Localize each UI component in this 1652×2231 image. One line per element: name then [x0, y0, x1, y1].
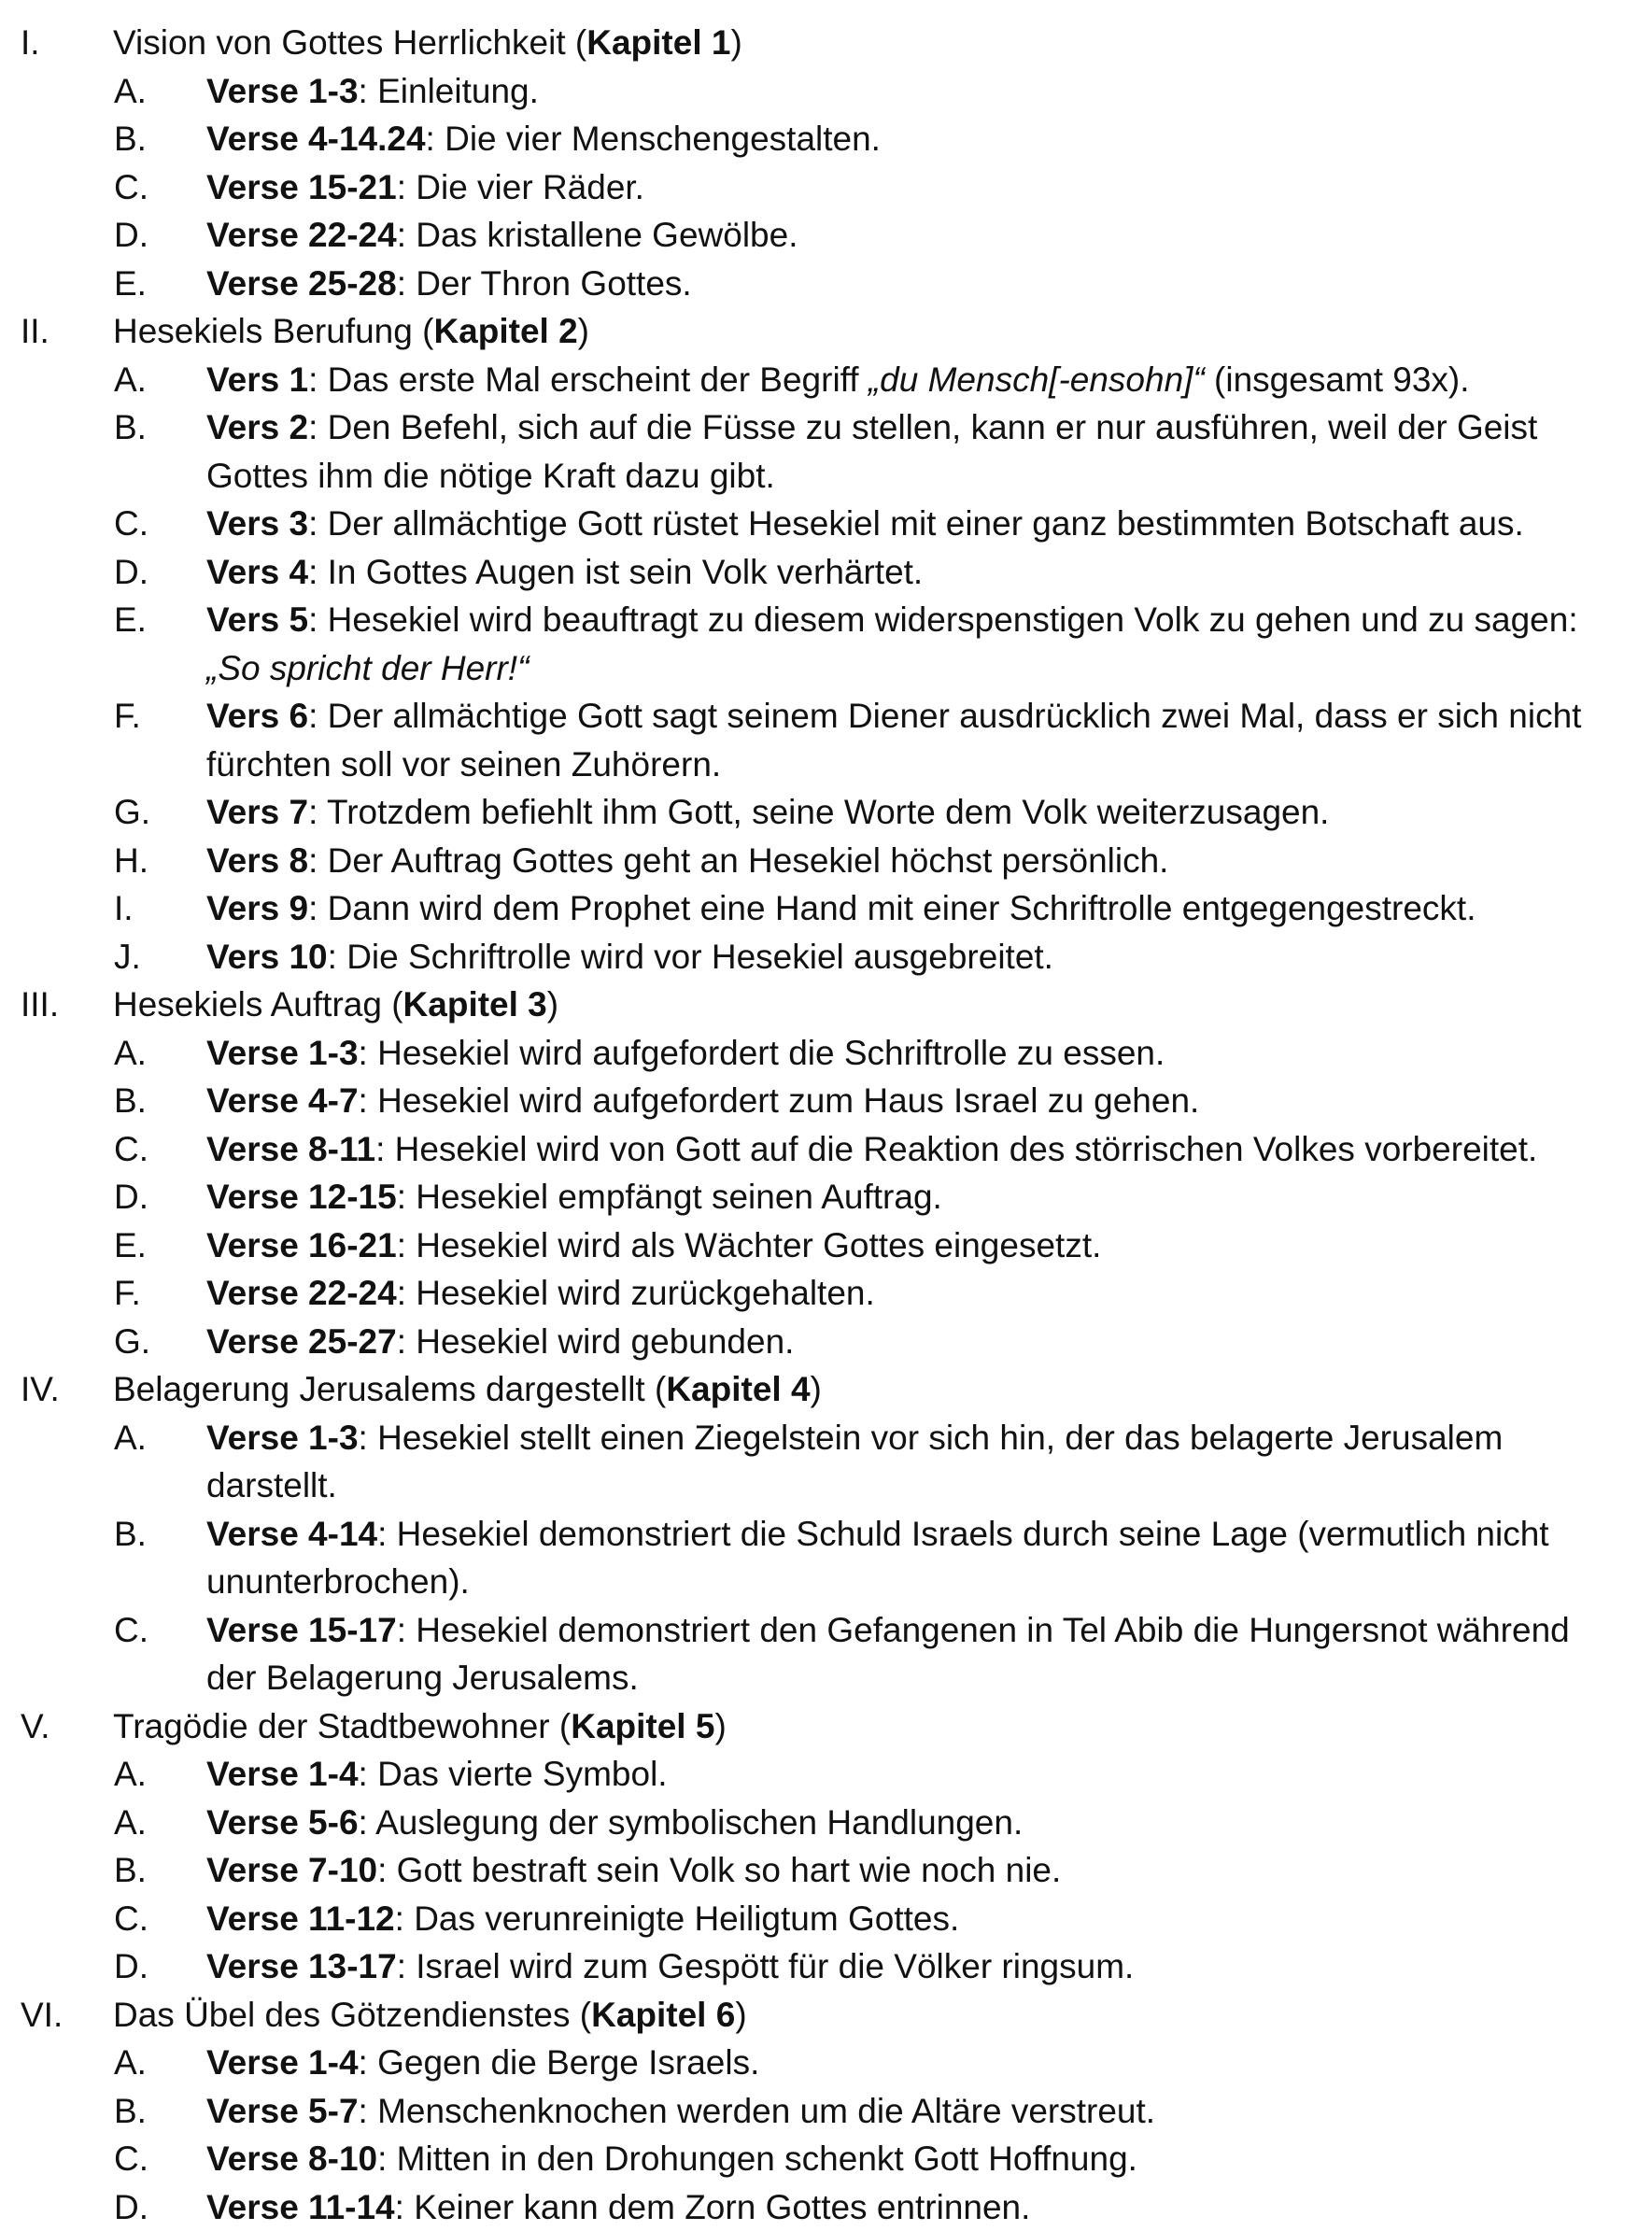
section-numeral: VI.	[21, 1991, 63, 2040]
outline-item	[0, 1799, 1652, 1847]
outline-item	[0, 211, 1652, 260]
outline-item	[0, 260, 1652, 308]
section-numeral: II.	[21, 307, 49, 356]
item-text: Hesekiel wird aufgefordert die Schriftrolle zu essen.	[377, 1034, 1165, 1072]
item-body: Verse 25-28: Der Thron Gottes.	[206, 260, 1626, 308]
verse-reference: Verse 4-14	[206, 1515, 377, 1553]
outline-document	[0, 19, 1652, 2231]
verse-reference: Vers 7	[206, 793, 308, 831]
item-letter: A.	[114, 1414, 147, 1462]
outline-item	[0, 115, 1652, 163]
item-body: Vers 1: Das erste Mal erscheint der Begriff „du Mensch[-ensohn]“ (insgesamt 93x).	[206, 356, 1626, 404]
outline-item	[0, 2183, 1652, 2231]
item-text: Hesekiel wird von Gott auf die Reaktion des störrischen Volkes vorbereitet.	[395, 1130, 1538, 1168]
outline-item	[0, 1895, 1652, 1943]
item-quote: „du Mensch[-ensohn]“	[868, 360, 1205, 399]
section-heading	[0, 1991, 1652, 2040]
verse-reference: Verse 11-14	[206, 2188, 395, 2226]
outline-item	[0, 1750, 1652, 1799]
section-numeral: IV.	[21, 1365, 60, 1414]
item-body: Verse 1-3: Hesekiel wird aufgefordert die Schriftrolle zu essen.	[206, 1029, 1626, 1078]
verse-reference: Vers 4	[206, 553, 308, 591]
section-chapter: Kapitel 4	[666, 1370, 810, 1408]
section-chapter: Kapitel 1	[586, 23, 730, 62]
item-text: Hesekiel stellt einen Ziegelstein vor sich hin, der das belagerte Jerusalem	[377, 1419, 1503, 1457]
item-body: Vers 8: Der Auftrag Gottes geht an Hesekiel höchst persönlich.	[206, 837, 1626, 885]
item-text: Hesekiel empfängt seinen Auftrag.	[416, 1178, 942, 1216]
item-letter: G.	[114, 1318, 150, 1366]
item-letter: A.	[114, 67, 147, 116]
item-body: Verse 12-15: Hesekiel empfängt seinen Auftrag.	[206, 1173, 1626, 1221]
item-text: Hesekiel demonstriert den Gefangenen in Tel Abib die Hungersnot während	[416, 1611, 1570, 1649]
item-letter: B.	[114, 2087, 147, 2136]
section-heading	[0, 19, 1652, 67]
item-body: Verse 22-24: Hesekiel wird zurückgehalten.	[206, 1269, 1626, 1318]
item-body: Verse 8-10: Mitten in den Drohungen schenkt Gott Hoffnung.	[206, 2135, 1626, 2183]
item-letter: C.	[114, 1895, 148, 1943]
item-text: Trotzdem befiehlt ihm Gott, seine Worte dem Volk weiterzusagen.	[327, 793, 1330, 831]
item-text: Die vier Menschengestalten.	[445, 120, 881, 158]
outline-item	[0, 2087, 1652, 2136]
item-letter: E.	[114, 260, 147, 308]
item-text: Dann wird dem Prophet eine Hand mit einer Schriftrolle entgegengestreckt.	[328, 889, 1476, 927]
item-text: Auslegung der symbolischen Handlungen.	[375, 1803, 1023, 1842]
item-body: Verse 5-6: Auslegung der symbolischen Handlungen.	[206, 1799, 1626, 1847]
item-text: In Gottes Augen ist sein Volk verhärtet.	[328, 553, 924, 591]
item-letter: B.	[114, 1846, 147, 1895]
item-text: Das vierte Symbol.	[377, 1755, 668, 1793]
item-body: Vers 10: Die Schriftrolle wird vor Hesekiel ausgebreitet.	[206, 933, 1626, 981]
item-text: Der allmächtige Gott sagt seinem Diener ausdrücklich zwei Mal, dass er sich nicht	[328, 697, 1582, 735]
verse-reference: Vers 3	[206, 504, 308, 543]
outline-item	[0, 1606, 1652, 1702]
item-body: Verse 5-7: Menschenknochen werden um die Altäre verstreut.	[206, 2087, 1626, 2136]
item-letter: A.	[114, 356, 147, 404]
outline-item	[0, 1318, 1652, 1366]
item-letter: C.	[114, 1606, 148, 1655]
outline-item	[0, 500, 1652, 548]
item-letter: D.	[114, 1173, 148, 1221]
item-letter: D.	[114, 211, 148, 260]
item-text: Hesekiel wird beauftragt zu diesem widerspenstigen Volk zu gehen und zu sagen:	[328, 600, 1578, 639]
item-text: Der allmächtige Gott rüstet Hesekiel mit einer ganz bestimmten Botschaft aus.	[328, 504, 1524, 543]
item-letter: J.	[114, 933, 141, 981]
verse-reference: Vers 9	[206, 889, 308, 927]
item-body: Verse 22-24: Das kristallene Gewölbe.	[206, 211, 1626, 260]
section-numeral: I.	[21, 19, 40, 67]
section-numeral: III.	[21, 981, 59, 1029]
outline-item	[0, 548, 1652, 597]
item-body: Vers 7: Trotzdem befiehlt ihm Gott, seine Worte dem Volk weiterzusagen.	[206, 788, 1626, 837]
verse-reference: Verse 22-24	[206, 1274, 397, 1312]
outline-item	[0, 596, 1652, 692]
item-letter: E.	[114, 596, 147, 644]
section-title: Belagerung Jerusalems dargestellt (Kapitel 4)	[113, 1365, 822, 1414]
item-letter: C.	[114, 1125, 148, 1174]
item-text: Gott bestraft sein Volk so hart wie noch nie.	[397, 1851, 1062, 1889]
item-body: Verse 4-14.24: Die vier Menschengestalten.	[206, 115, 1626, 163]
outline-item	[0, 1414, 1652, 1510]
verse-reference: Verse 13-17	[206, 1947, 397, 1985]
item-text: Die Schriftrolle wird vor Hesekiel ausgebreitet.	[346, 938, 1053, 976]
item-text: Hesekiel demonstriert die Schuld Israels durch seine Lage (vermutlich nicht	[397, 1515, 1549, 1553]
verse-reference: Verse 5-6	[206, 1803, 359, 1842]
section-title: Tragödie der Stadtbewohner (Kapitel 5)	[113, 1702, 727, 1751]
outline-item	[0, 403, 1652, 500]
section-title-text: Das Übel des Götzendienstes	[113, 1996, 571, 2034]
item-text: Das erste Mal erscheint der Begriff	[328, 360, 868, 399]
item-letter: H.	[114, 837, 148, 885]
outline-item	[0, 884, 1652, 933]
item-body: Verse 16-21: Hesekiel wird als Wächter Gottes eingesetzt.	[206, 1221, 1626, 1270]
item-body: Verse 1-4: Gegen die Berge Israels.	[206, 2039, 1626, 2087]
item-text: Mitten in den Drohungen schenkt Gott Hoffnung.	[397, 2139, 1137, 2178]
item-text: (insgesamt 93x).	[1205, 360, 1470, 399]
section-chapter: Kapitel 2	[433, 312, 577, 350]
item-text: Menschenknochen werden um die Altäre verstreut.	[377, 2092, 1155, 2130]
item-body: Vers 3: Der allmächtige Gott rüstet Hesekiel mit einer ganz bestimmten Botschaft aus.	[206, 500, 1626, 548]
section-title-text: Tragödie der Stadtbewohner	[113, 1707, 550, 1745]
item-text: Keiner kann dem Zorn Gottes entrinnen.	[414, 2188, 1030, 2226]
outline-item	[0, 788, 1652, 837]
section-title-text: Vision von Gottes Herrlichkeit	[113, 23, 566, 62]
item-text: Hesekiel wird als Wächter Gottes eingesetzt.	[416, 1226, 1101, 1264]
section-chapter: Kapitel 5	[571, 1707, 714, 1745]
item-letter: E.	[114, 1221, 147, 1270]
item-body: Vers 5: Hesekiel wird beauftragt zu diesem widerspenstigen Volk zu gehen und zu sagen: „So spricht der Herr!“	[206, 596, 1626, 692]
verse-reference: Verse 11-12	[206, 1899, 395, 1938]
item-letter: B.	[114, 403, 147, 452]
item-letter: B.	[114, 1077, 147, 1125]
outline-item	[0, 1942, 1652, 1991]
item-text: Hesekiel wird zurückgehalten.	[416, 1274, 875, 1312]
verse-reference: Verse 4-7	[206, 1081, 359, 1120]
section-numeral: V.	[21, 1702, 50, 1751]
section-title-text: Hesekiels Auftrag	[113, 985, 382, 1024]
outline-item	[0, 1510, 1652, 1606]
item-text: Der Thron Gottes.	[416, 264, 691, 303]
outline-item	[0, 356, 1652, 404]
outline-item	[0, 67, 1652, 116]
item-letter: D.	[114, 548, 148, 597]
item-text: fürchten soll vor seinen Zuhörern.	[206, 745, 721, 784]
section-title: Hesekiels Berufung (Kapitel 2)	[113, 307, 589, 356]
verse-reference: Verse 8-11	[206, 1130, 375, 1168]
item-body: Verse 8-11: Hesekiel wird von Gott auf die Reaktion des störrischen Volkes vorbereitet.	[206, 1125, 1626, 1174]
item-text: ununterbrochen).	[206, 1562, 470, 1601]
item-letter: F.	[114, 1269, 141, 1318]
item-letter: D.	[114, 2183, 148, 2231]
item-letter: D.	[114, 1942, 148, 1991]
item-text: Hesekiel wird aufgefordert zum Haus Israel zu gehen.	[377, 1081, 1199, 1120]
section-heading	[0, 981, 1652, 1029]
item-body: Vers 4: In Gottes Augen ist sein Volk verhärtet.	[206, 548, 1626, 597]
item-body: Vers 9: Dann wird dem Prophet eine Hand mit einer Schriftrolle entgegengestreckt.	[206, 884, 1626, 933]
item-text: Israel wird zum Gespött für die Völker ringsum.	[416, 1947, 1134, 1985]
outline-item	[0, 692, 1652, 788]
item-body: Verse 1-4: Das vierte Symbol.	[206, 1750, 1626, 1799]
section-title: Hesekiels Auftrag (Kapitel 3)	[113, 981, 558, 1029]
verse-reference: Verse 1-3	[206, 72, 359, 110]
item-letter: A.	[114, 2039, 147, 2087]
verse-reference: Verse 1-3	[206, 1034, 359, 1072]
item-letter: F.	[114, 692, 141, 741]
item-text: darstellt.	[206, 1466, 337, 1504]
verse-reference: Verse 1-4	[206, 2043, 359, 2082]
section-title: Das Übel des Götzendienstes (Kapitel 6)	[113, 1991, 747, 2040]
verse-reference: Verse 4-14.24	[206, 120, 426, 158]
item-body: Verse 7-10: Gott bestraft sein Volk so hart wie noch nie.	[206, 1846, 1626, 1895]
verse-reference: Verse 25-28	[206, 264, 397, 303]
item-text: Gottes ihm die nötige Kraft dazu gibt.	[206, 457, 775, 495]
item-letter: A.	[114, 1029, 147, 1078]
item-body: Vers 2: Den Befehl, sich auf die Füsse zu stellen, kann er nur ausführen, weil der Geist Gottes ihm die nötige Kraft dazu gibt.	[206, 403, 1626, 500]
verse-reference: Verse 15-21	[206, 168, 397, 206]
verse-reference: Vers 10	[206, 938, 328, 976]
item-text: Hesekiel wird gebunden.	[416, 1322, 794, 1361]
outline-item	[0, 1077, 1652, 1125]
item-letter: I.	[114, 884, 134, 933]
item-body: Verse 1-3: Hesekiel stellt einen Ziegelstein vor sich hin, der das belagerte Jerusalem darstellt.	[206, 1414, 1626, 1510]
item-body: Verse 13-17: Israel wird zum Gespött für die Völker ringsum.	[206, 1942, 1626, 1991]
item-letter: A.	[114, 1750, 147, 1799]
item-body: Verse 4-14: Hesekiel demonstriert die Schuld Israels durch seine Lage (vermutlich nicht ununterbrochen).	[206, 1510, 1626, 1606]
item-text: Der Auftrag Gottes geht an Hesekiel höchst persönlich.	[328, 841, 1169, 880]
verse-reference: Vers 1	[206, 360, 308, 399]
section-title: Vision von Gottes Herrlichkeit (Kapitel 1)	[113, 19, 742, 67]
verse-reference: Verse 15-17	[206, 1611, 397, 1649]
item-body: Verse 15-21: Die vier Räder.	[206, 163, 1626, 212]
item-body: Verse 25-27: Hesekiel wird gebunden.	[206, 1318, 1626, 1366]
section-chapter: Kapitel 3	[403, 985, 547, 1024]
item-letter: B.	[114, 1510, 147, 1559]
verse-reference: Vers 6	[206, 697, 308, 735]
item-text: Das verunreinigte Heiligtum Gottes.	[414, 1899, 959, 1938]
outline-item	[0, 933, 1652, 981]
item-body: Verse 1-3: Einleitung.	[206, 67, 1626, 116]
item-text: der Belagerung Jerusalems.	[206, 1659, 639, 1697]
section-title-text: Hesekiels Berufung	[113, 312, 413, 350]
item-body: Verse 4-7: Hesekiel wird aufgefordert zum Haus Israel zu gehen.	[206, 1077, 1626, 1125]
outline-item	[0, 1221, 1652, 1270]
verse-reference: Vers 8	[206, 841, 308, 880]
verse-reference: Verse 7-10	[206, 1851, 377, 1889]
verse-reference: Verse 16-21	[206, 1226, 397, 1264]
section-chapter: Kapitel 6	[591, 1996, 735, 2034]
item-letter: B.	[114, 115, 147, 163]
outline-item	[0, 1846, 1652, 1895]
outline-item	[0, 1029, 1652, 1078]
verse-reference: Verse 25-27	[206, 1322, 397, 1361]
outline-item	[0, 2135, 1652, 2183]
item-body: Verse 11-14: Keiner kann dem Zorn Gottes entrinnen.	[206, 2183, 1626, 2231]
item-body: Vers 6: Der allmächtige Gott sagt seinem Diener ausdrücklich zwei Mal, dass er sich nicht fürchten soll vor seinen Zuhörern.	[206, 692, 1626, 788]
outline-item	[0, 2039, 1652, 2087]
item-text: Den Befehl, sich auf die Füsse zu stellen, kann er nur ausführen, weil der Geist	[328, 408, 1538, 446]
item-body: Verse 15-17: Hesekiel demonstriert den Gefangenen in Tel Abib die Hungersnot während der Belagerung Jerusalems.	[206, 1606, 1626, 1702]
item-body: Verse 11-12: Das verunreinigte Heiligtum Gottes.	[206, 1895, 1626, 1943]
section-heading	[0, 1365, 1652, 1414]
verse-reference: Verse 22-24	[206, 216, 397, 254]
item-quote: „So spricht der Herr!“	[206, 649, 529, 687]
verse-reference: Verse 1-4	[206, 1755, 359, 1793]
outline-item	[0, 837, 1652, 885]
outline-item	[0, 1125, 1652, 1174]
item-letter: C.	[114, 2135, 148, 2183]
item-letter: C.	[114, 500, 148, 548]
section-heading	[0, 307, 1652, 356]
verse-reference: Verse 8-10	[206, 2139, 377, 2178]
verse-reference: Verse 12-15	[206, 1178, 397, 1216]
verse-reference: Verse 5-7	[206, 2092, 359, 2130]
item-text: Einleitung.	[377, 72, 539, 110]
verse-reference: Verse 1-3	[206, 1419, 359, 1457]
outline-item	[0, 1173, 1652, 1221]
item-text: Gegen die Berge Israels.	[377, 2043, 759, 2082]
item-text: Die vier Räder.	[416, 168, 644, 206]
item-letter: C.	[114, 163, 148, 212]
item-letter: A.	[114, 1799, 147, 1847]
item-letter: G.	[114, 788, 150, 837]
item-text: Das kristallene Gewölbe.	[416, 216, 798, 254]
outline-item	[0, 163, 1652, 212]
section-heading	[0, 1702, 1652, 1751]
verse-reference: Vers 2	[206, 408, 308, 446]
section-title-text: Belagerung Jerusalems dargestellt	[113, 1370, 645, 1408]
verse-reference: Vers 5	[206, 600, 308, 639]
outline-item	[0, 1269, 1652, 1318]
